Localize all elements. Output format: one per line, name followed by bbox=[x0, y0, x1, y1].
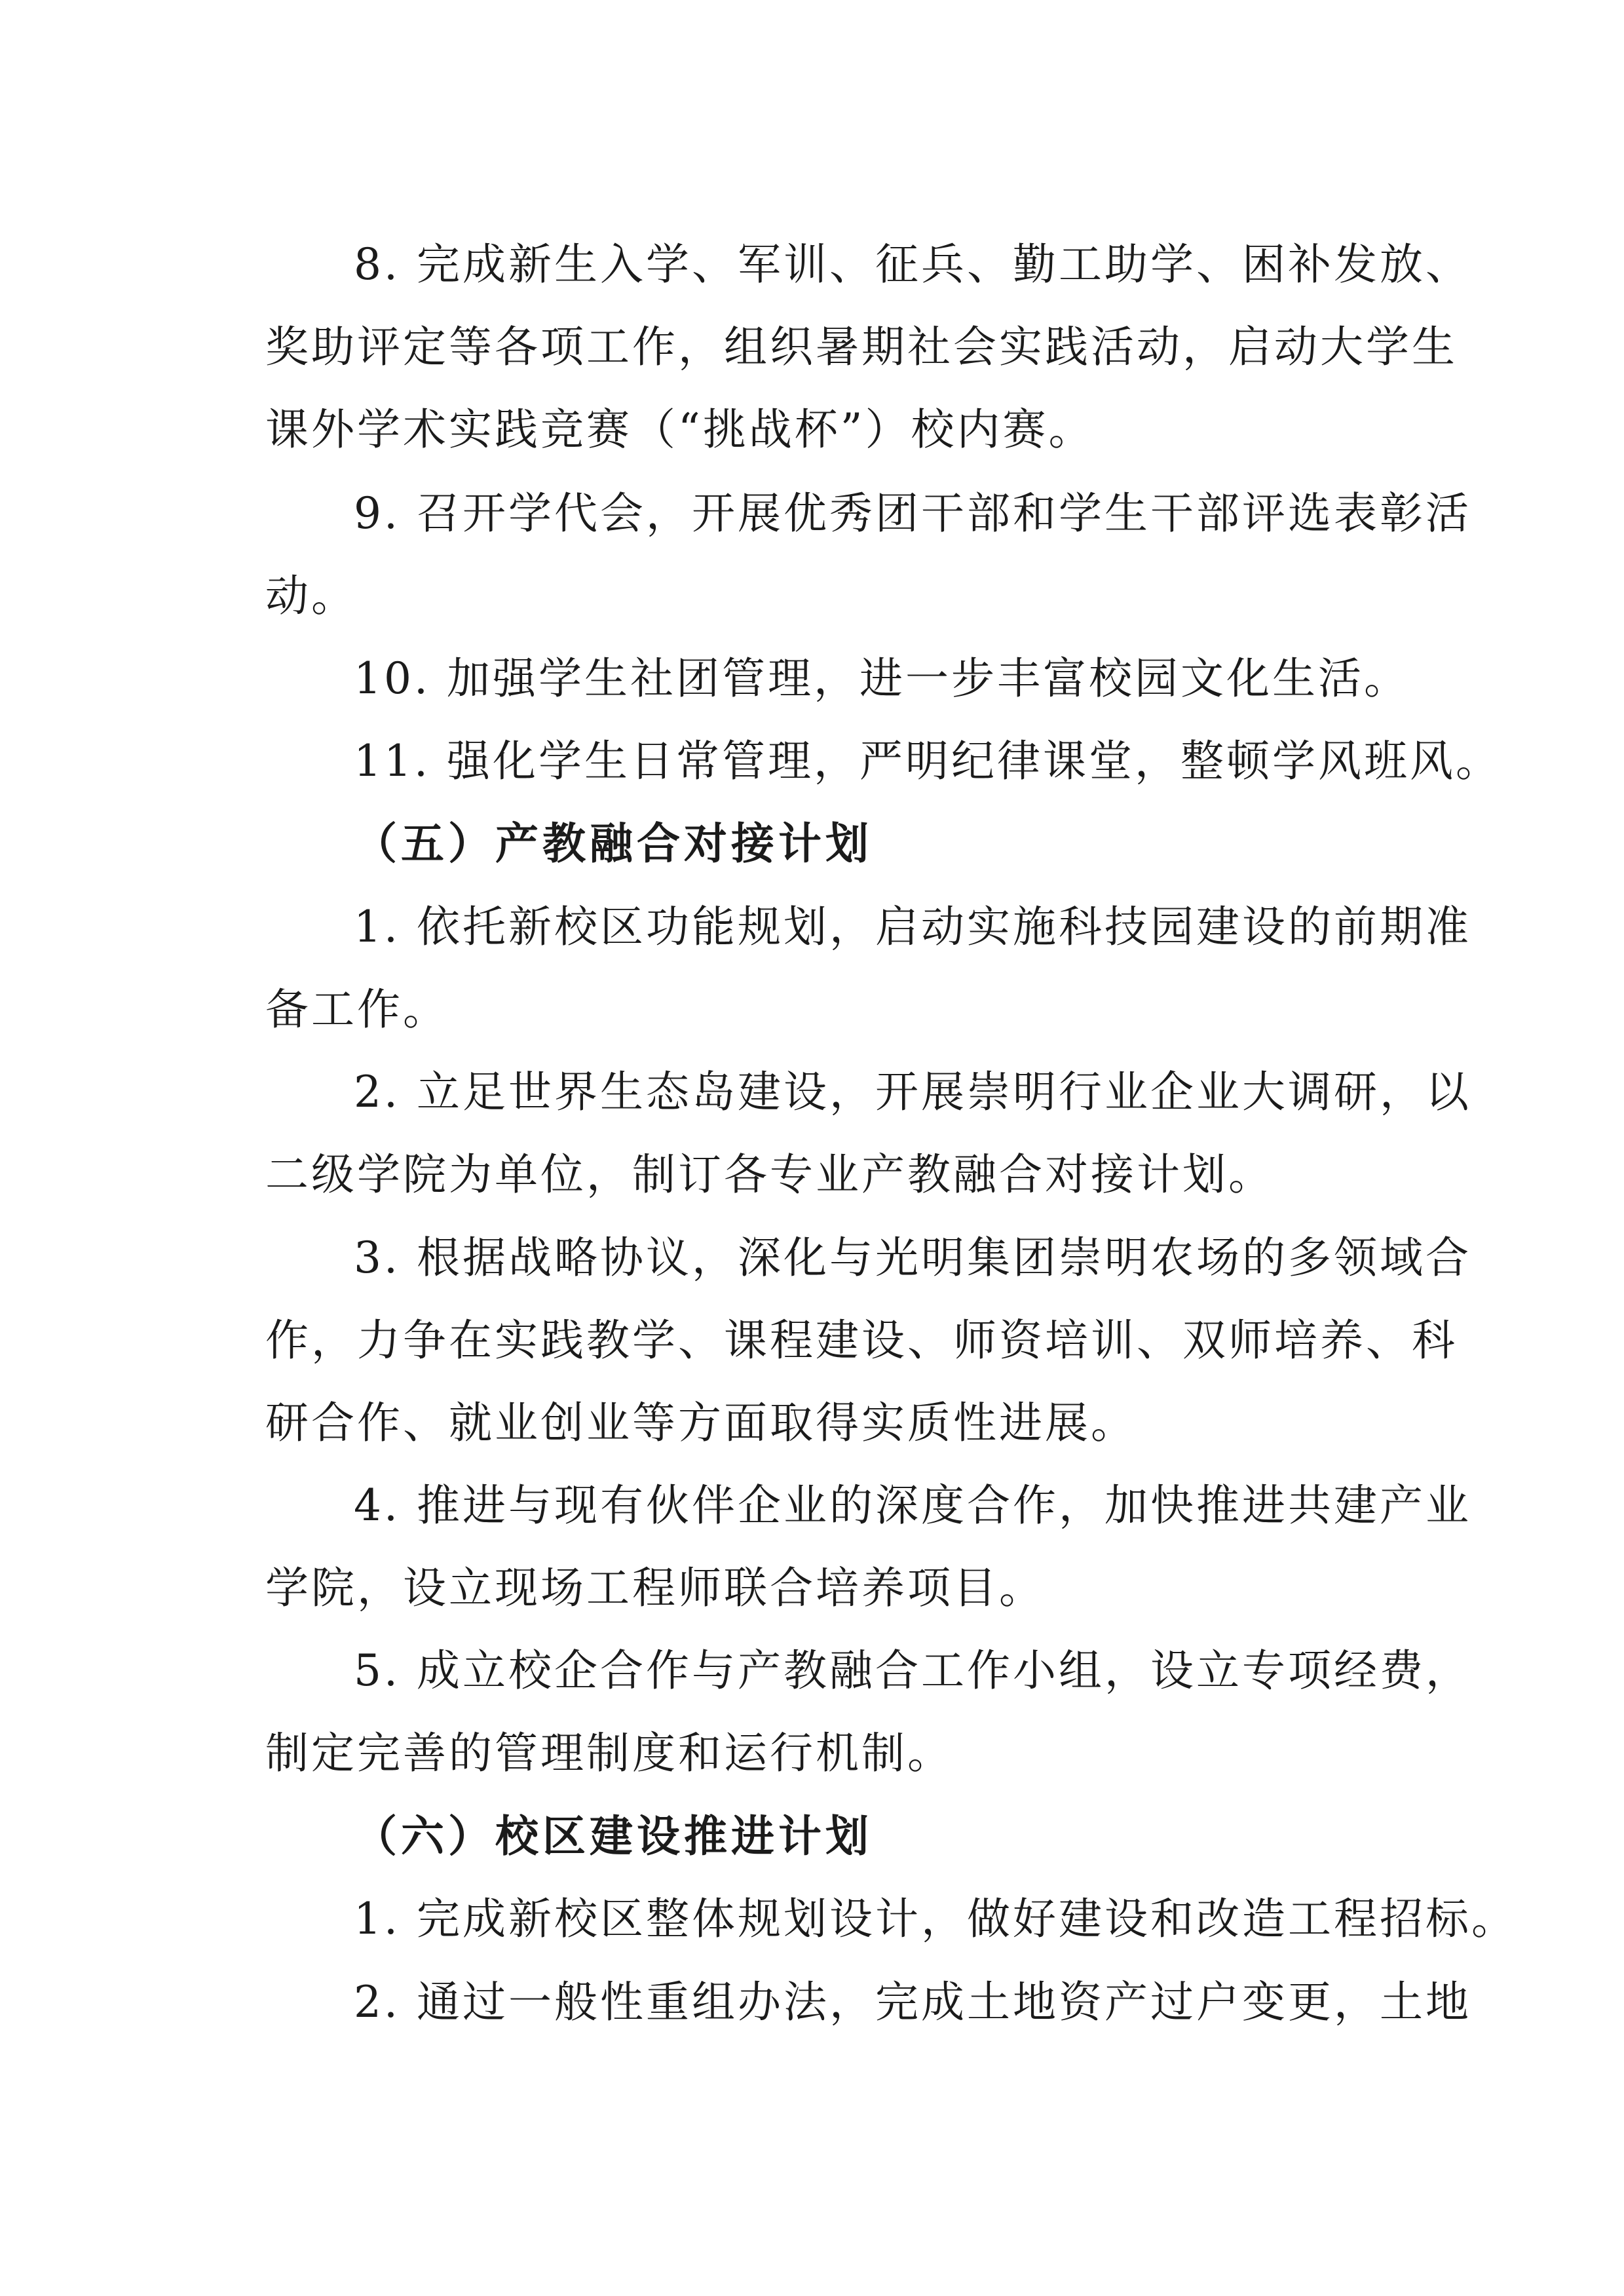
section-heading-6: （六）校区建设推进计划 bbox=[354, 1811, 873, 1862]
section5-item-4-line-2: 学院，设立现场工程师联合培养项目。 bbox=[265, 1563, 1045, 1613]
section5-item-2-line-2: 二级学院为单位，制订各专业产教融合对接计划。 bbox=[265, 1149, 1274, 1200]
section5-item-3-line-2: 作，力争在实践教学、课程建设、师资培训、双师培养、科 bbox=[265, 1315, 1458, 1366]
paragraph-8-line-1: 8. 完成新生入学、军训、征兵、勤工助学、困补发放、 bbox=[354, 239, 1471, 290]
section5-item-4-line-1: 4. 推进与现有伙伴企业的深度合作，加快推进共建产业 bbox=[354, 1480, 1471, 1531]
section5-item-3-line-1: 3. 根据战略协议，深化与光明集团崇明农场的多领域合 bbox=[354, 1233, 1471, 1283]
section5-item-2-line-1: 2. 立足世界生态岛建设，开展崇明行业企业大调研，以 bbox=[354, 1067, 1471, 1117]
section5-item-1-line-1: 1. 依托新校区功能规划，启动实施科技园建设的前期准 bbox=[354, 902, 1471, 952]
section-heading-5: （五）产教融合对接计划 bbox=[354, 818, 873, 869]
section5-item-1-line-2: 备工作。 bbox=[265, 984, 449, 1035]
section6-item-1: 1. 完成新校区整体规划设计，做好建设和改造工程招标。 bbox=[354, 1894, 1517, 1944]
section6-item-2-line-1: 2. 通过一般性重组办法，完成土地资产过户变更，土地 bbox=[354, 1977, 1471, 2027]
paragraph-8-line-2: 奖助评定等各项工作，组织暑期社会实践活动，启动大学生 bbox=[265, 322, 1458, 372]
paragraph-11: 11. 强化学生日常管理，严明纪律课堂，整顿学风班风。 bbox=[354, 736, 1501, 786]
paragraph-9-line-2: 动。 bbox=[265, 571, 357, 621]
section5-item-5-line-2: 制定完善的管理制度和运行机制。 bbox=[265, 1728, 953, 1778]
paragraph-9-line-1: 9. 召开学代会，开展优秀团干部和学生干部评选表彰活 bbox=[354, 488, 1471, 539]
paragraph-10: 10. 加强学生社团管理，进一步丰富校园文化生活。 bbox=[354, 653, 1410, 704]
section5-item-5-line-1: 5. 成立校企合作与产教融合工作小组，设立专项经费， bbox=[354, 1645, 1471, 1696]
section5-item-3-line-3: 研合作、就业创业等方面取得实质性进展。 bbox=[265, 1398, 1137, 1448]
paragraph-8-line-3: 课外学术实践竞赛（“挑战杯”）校内赛。 bbox=[265, 404, 1095, 455]
